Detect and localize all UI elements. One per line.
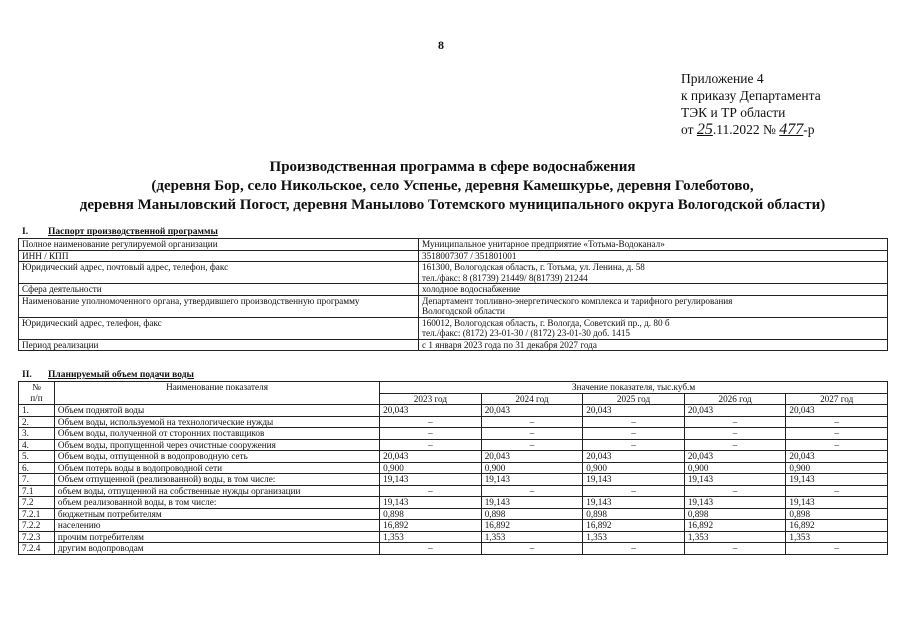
row-value: –: [380, 485, 482, 497]
header-name: Наименование показателя: [54, 382, 379, 405]
section-2-number: II.: [22, 370, 32, 380]
table-row: [19, 508, 888, 520]
page-number: 8: [438, 38, 444, 52]
row-number: 5.: [19, 451, 55, 463]
row-number: 7.2: [19, 497, 55, 509]
row-value: –: [786, 416, 888, 428]
row-value: 0,898: [583, 508, 685, 520]
title-line-1: Производственная программа в сфере водоснабжения: [269, 159, 636, 175]
header-year: 2026 год: [684, 393, 786, 405]
header-year: 2025 год: [583, 393, 685, 405]
row-value: 0,898: [786, 508, 888, 520]
date-rest: .11.2022 №: [712, 122, 776, 137]
row-value: –: [380, 428, 482, 440]
table-row: [19, 428, 888, 440]
row-value: 19,143: [380, 497, 482, 509]
row-name: прочим потребителям: [54, 531, 379, 543]
table-row: [19, 439, 888, 451]
section-1-title: [22, 227, 218, 237]
row-value: –: [481, 416, 583, 428]
row-value: –: [583, 485, 685, 497]
header-value-group: Значение показателя, тыс.куб.м: [380, 382, 888, 394]
row-value: –: [684, 439, 786, 451]
passport-value-line-1: Муниципальное унитарное предприятие «Тотьма-Водоканал»: [422, 239, 665, 249]
header-row-1: [19, 382, 888, 394]
row-number: 4.: [19, 439, 55, 451]
row-value: 0,898: [481, 508, 583, 520]
passport-value: [419, 262, 888, 284]
passport-value-line-1: Департамент топливно-энергетического комплекса и тарифного регулирования: [422, 295, 733, 306]
row-number: 1.: [19, 405, 55, 417]
row-name: Объем воды, полученной от сторонних поставщиков: [54, 428, 379, 440]
row-value: 1,353: [481, 531, 583, 543]
table-row: [19, 485, 888, 497]
passport-value: [419, 284, 888, 296]
row-value: –: [481, 485, 583, 497]
row-value: 16,892: [481, 520, 583, 532]
table-row: [19, 474, 888, 486]
row-name: объем реализованной воды, в том числе:: [54, 497, 379, 509]
appendix-line-1: Приложение 4: [681, 71, 764, 86]
passport-label: Юридический адрес, телефон, факс: [19, 317, 419, 339]
row-value: 20,043: [481, 405, 583, 417]
row-value: 16,892: [380, 520, 482, 532]
table-row: [19, 462, 888, 474]
row-name: другим водопроводам: [54, 543, 379, 555]
passport-value-line-1: 160012, Вологодская область, г. Вологда, Советский пр., д. 80 б: [422, 317, 670, 328]
row-value: –: [481, 543, 583, 555]
row-name: Объем воды, отпущенной в водопроводную сеть: [54, 451, 379, 463]
table-row: [19, 531, 888, 543]
row-value: –: [583, 439, 685, 451]
row-value: 20,043: [786, 405, 888, 417]
passport-value-line-2: тел./факс: 8 (81739) 21449/ 8(81739) 21244: [422, 272, 588, 283]
passport-value: [419, 239, 888, 251]
row-value: –: [786, 439, 888, 451]
row-number: 7.2.1: [19, 508, 55, 520]
row-value: 20,043: [684, 405, 786, 417]
row-value: 20,043: [684, 451, 786, 463]
table-row: [19, 520, 888, 532]
passport-value: [419, 250, 888, 262]
row-value: 0,900: [583, 462, 685, 474]
row-number: 7.1: [19, 485, 55, 497]
order-suffix: -р: [803, 122, 815, 137]
row-value: 20,043: [481, 451, 583, 463]
table-row: [19, 416, 888, 428]
row-value: 19,143: [380, 474, 482, 486]
row-value: 16,892: [583, 520, 685, 532]
row-name: населению: [54, 520, 379, 532]
row-value: –: [684, 485, 786, 497]
passport-value-line-1: с 1 января 2023 года по 31 декабря 2027 года: [422, 339, 597, 350]
section-2-label: Планируемый объем подачи воды: [48, 370, 194, 380]
row-name: Объем потерь воды в водопроводной сети: [54, 462, 379, 474]
header-year: 2024 год: [481, 393, 583, 405]
row-value: 20,043: [583, 451, 685, 463]
date-prefix: от: [681, 122, 694, 137]
passport-value: [419, 339, 888, 351]
row-name: Объем отпущенной (реализованной) воды, в том числе:: [54, 474, 379, 486]
row-value: –: [684, 543, 786, 555]
row-value: –: [380, 543, 482, 555]
row-value: 0,898: [684, 508, 786, 520]
row-value: 20,043: [380, 405, 482, 417]
section-1-label: Паспорт производственной программы: [48, 227, 218, 237]
passport-row: [19, 262, 888, 284]
passport-label: Юридический адрес, почтовый адрес, телефон, факс: [19, 262, 419, 284]
appendix-line-2: к приказу Департамента: [681, 88, 821, 103]
row-name: Объем поднятой воды: [54, 405, 379, 417]
passport-value-line-1: 161300, Вологодская область, г. Тотьма, ул. Ленина, д. 58: [422, 262, 645, 272]
row-value: –: [583, 543, 685, 555]
row-number: 6.: [19, 462, 55, 474]
passport-value: [419, 317, 888, 339]
table-row: [19, 497, 888, 509]
row-value: 19,143: [786, 497, 888, 509]
water-volume-table: [18, 381, 888, 555]
row-value: –: [684, 416, 786, 428]
row-value: 19,143: [481, 474, 583, 486]
row-value: 19,143: [481, 497, 583, 509]
appendix-block: [681, 70, 821, 138]
row-value: 19,143: [684, 474, 786, 486]
date-day: 25: [696, 121, 713, 138]
passport-row: [19, 295, 888, 317]
row-value: –: [380, 416, 482, 428]
passport-label: Наименование уполномоченного органа, утвердившего производственную программу: [19, 295, 419, 317]
appendix-date-line: [681, 121, 821, 138]
table-row: [19, 405, 888, 417]
row-name: Объем воды, используемой на технологические нужды: [54, 416, 379, 428]
passport-row: [19, 339, 888, 351]
row-value: 0,900: [684, 462, 786, 474]
passport-value-line-2: Вологодской области: [422, 306, 505, 316]
row-number: 2.: [19, 416, 55, 428]
passport-value-line-1: 3518007307 / 351801001: [422, 250, 517, 261]
row-value: 0,900: [786, 462, 888, 474]
row-number: 7.2.4: [19, 543, 55, 555]
row-name: объем воды, отпущенной на собственные нужды организации: [54, 485, 379, 497]
row-value: –: [786, 543, 888, 555]
passport-row: [19, 284, 888, 296]
row-value: 20,043: [380, 451, 482, 463]
row-value: 19,143: [786, 474, 888, 486]
row-name: бюджетным потребителям: [54, 508, 379, 520]
section-1-number: I.: [22, 227, 29, 237]
row-value: –: [684, 428, 786, 440]
passport-value: [419, 295, 888, 317]
row-value: –: [583, 428, 685, 440]
row-value: 0,900: [481, 462, 583, 474]
passport-row: [19, 239, 888, 251]
row-value: 19,143: [684, 497, 786, 509]
passport-table: [18, 238, 888, 351]
title-line-2: (деревня Бор, село Никольское, село Успенье, деревня Камешкурье, деревня Голеботово,: [151, 178, 754, 194]
header-year: 2023 год: [380, 393, 482, 405]
row-value: –: [481, 439, 583, 451]
header-num: № п/п: [19, 382, 55, 405]
table-row: [19, 543, 888, 555]
row-value: –: [380, 439, 482, 451]
section-2-title: [22, 370, 194, 380]
passport-value-line-1: холодное водоснабжение: [422, 284, 521, 294]
passport-label: Сфера деятельности: [19, 284, 419, 296]
passport-row: [19, 317, 888, 339]
appendix-line-3: ТЭК и ТР области: [681, 105, 786, 120]
row-number: 7.: [19, 474, 55, 486]
row-number: 7.2.2: [19, 520, 55, 532]
row-value: 19,143: [583, 497, 685, 509]
row-value: 16,892: [684, 520, 786, 532]
table-row: [19, 451, 888, 463]
row-value: 0,898: [380, 508, 482, 520]
row-value: 0,900: [380, 462, 482, 474]
row-value: –: [583, 416, 685, 428]
row-value: –: [481, 428, 583, 440]
document-title: [0, 158, 905, 215]
passport-label: ИНН / КПП: [19, 250, 419, 262]
row-value: 1,353: [684, 531, 786, 543]
row-value: 1,353: [583, 531, 685, 543]
passport-value-line-2: тел./факс: (8172) 23-01-30 / (8172) 23-01-30 доб. 1415: [422, 328, 631, 338]
row-value: –: [786, 428, 888, 440]
order-number: 477: [779, 121, 804, 138]
passport-label: Полное наименование регулируемой организации: [19, 239, 419, 251]
passport-row: [19, 250, 888, 262]
row-value: 1,353: [380, 531, 482, 543]
row-name: Объем воды, пропущенной через очистные сооружения: [54, 439, 379, 451]
title-line-3: деревня Маныловский Погост, деревня Манылово Тотемского муниципального округа Вологодской области): [79, 197, 826, 213]
header-year: 2027 год: [786, 393, 888, 405]
row-number: 7.2.3: [19, 531, 55, 543]
row-value: 16,892: [786, 520, 888, 532]
row-value: 20,043: [583, 405, 685, 417]
row-value: 20,043: [786, 451, 888, 463]
row-value: –: [786, 485, 888, 497]
passport-label: Период реализации: [19, 339, 419, 351]
row-value: 19,143: [583, 474, 685, 486]
row-value: 1,353: [786, 531, 888, 543]
row-number: 3.: [19, 428, 55, 440]
